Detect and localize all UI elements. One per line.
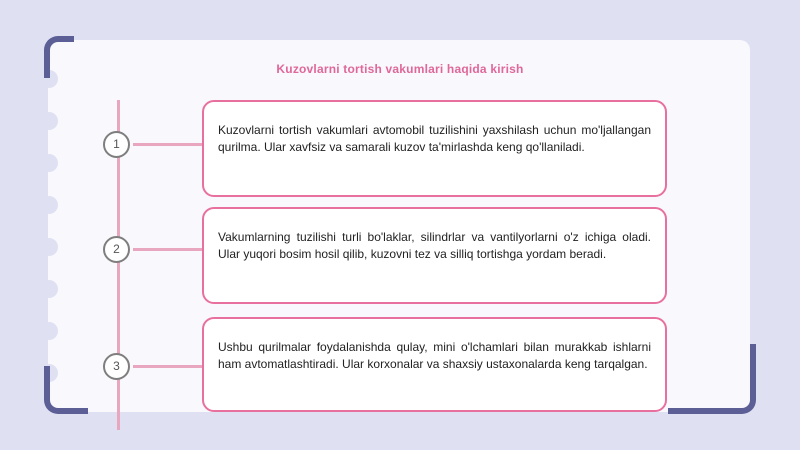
card-text: Kuzovlarni tortish vakumlari avtomobil tuzilishini yaxshilash uchun mo'ljallangan qurilma. Ular xavfsiz va samarali kuzov ta'mirlashda keng qo'llaniladi. <box>218 123 651 154</box>
timeline-card <box>202 207 667 304</box>
step-number-badge: 3 <box>103 353 130 380</box>
notebook-hole <box>40 322 58 340</box>
slide-title: Kuzovlarni tortish vakumlari haqida kirish <box>276 62 524 76</box>
card-text: Vakumlarning tuzilishi turli bo'laklar, silindrlar va vantilyorlarni o'z ichiga oladi. Ular yuqori bosim hosil qilib, kuzovni tez va silliq tortishga yordam beradi. <box>218 230 651 261</box>
timeline-card <box>202 317 667 412</box>
frame-corner-bottom-right <box>668 344 756 414</box>
notebook-holes <box>40 70 60 410</box>
notebook-hole <box>40 154 58 172</box>
notebook-hole <box>40 196 58 214</box>
card-text: Ushbu qurilmalar foydalanishda qulay, mini o'lchamlari bilan murakkab ishlarni ham avtomatlashtiradi. Ular korxonalar va shaxsiy ustaxonalarda keng tarqalgan. <box>218 340 651 371</box>
step-number-badge: 1 <box>103 131 130 158</box>
timeline-connector <box>133 365 203 368</box>
timeline-connector <box>133 248 203 251</box>
notebook-hole <box>40 280 58 298</box>
frame-corner-bottom-left <box>44 366 88 414</box>
notebook-hole <box>40 112 58 130</box>
step-number-badge: 2 <box>103 236 130 263</box>
notebook-hole <box>40 238 58 256</box>
timeline-connector <box>133 143 203 146</box>
timeline-card <box>202 100 667 197</box>
